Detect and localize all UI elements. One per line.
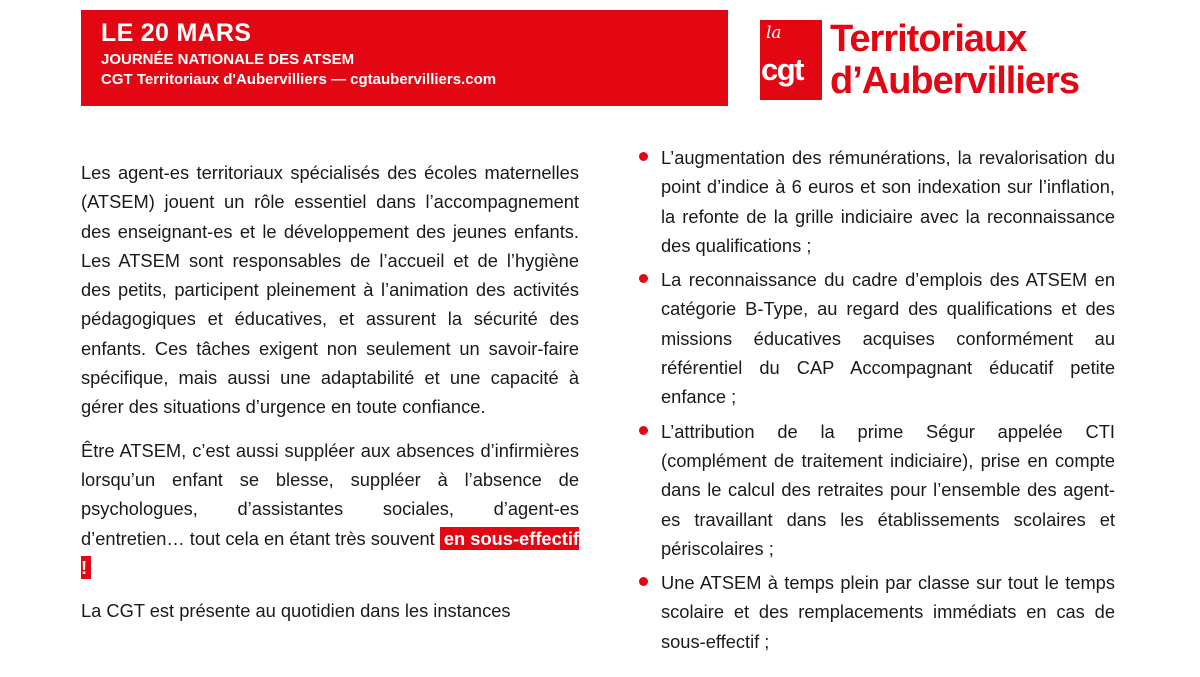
list-item-text: Une ATSEM à temps plein par classe sur tout le temps scolaire et des remplacements immédiats en cas de sous-effectif ; [661,572,1115,652]
logo-wordmark [830,18,1079,102]
left-column [81,158,579,639]
list-item [637,143,1115,260]
list-item [637,265,1115,411]
demands-list [637,143,1115,656]
bullet-icon [639,577,648,586]
banner-title: LE 20 MARS [101,19,252,47]
right-column [637,143,1115,661]
header-banner [81,10,728,106]
logo-la-text: la [766,23,782,43]
logo-line-2: d’Aubervilliers [830,60,1079,102]
list-item [637,417,1115,563]
logo-line-1: Territoriaux [830,18,1027,60]
cgt-logo-mark [760,20,822,100]
list-item-text: La reconnaissance du cadre d’emplois des ATSEM en catégorie B-Type, au regard des qualifications et des missions éducatives acquises conformément au référentiel du CAP Accompagnant éducatif petite enfance ; [661,269,1115,408]
paragraph-intro: Les agent-es territoriaux spécialisés des écoles maternelles (ATSEM) jouent un rôle essentiel dans l’accompagnement des enseignant-es et le développement des jeunes enfants. Les ATSEM sont responsables de l’accueil et de l’hygiène des petits, participent pleinement à l’animation des activités pédagogiques et éducatives, et assurent la sécurité des enfants. Ces tâches exigent non seulement un savoir-faire spécifique, mais aussi une adaptabilité et une capacité à gérer des situations d’urgence en toute confiance. [81,162,579,418]
bullet-icon [639,152,648,161]
list-item [637,568,1115,656]
logo-cgt-text: cgt [761,52,803,87]
highlight-sous-effectif: en sous-effectif ! [81,527,579,578]
banner-organization: CGT Territoriaux d'Aubervilliers — cgtaubervilliers.com [101,71,497,88]
paragraph-cgt: La CGT est présente au quotidien dans les instances [81,600,511,622]
paragraph-role [81,436,579,582]
bullet-icon [639,274,648,283]
cgt-logo [760,20,1120,102]
bullet-icon [639,426,648,435]
paragraph-role-text: Être ATSEM, c’est aussi suppléer aux absences d’infirmières lorsqu’un enfant se blesse, suppléer à l’absence de psychologues, d’assistantes sociales, d’agent-es d’entretien… tout cela en étant très souvent [81,439,579,549]
banner-subtitle: JOURNÉE NATIONALE DES ATSEM [101,51,355,68]
list-item-text: L’attribution de la prime Ségur appelée CTI (complément de traitement indiciaire), prise en compte dans le calcul des retraites pour l’ensemble des agent-es travaillant dans les établissements scolaires et périscolaires ; [661,420,1115,559]
list-item-text: L’augmentation des rémunérations, la revalorisation du point d’indice à 6 euros et son indexation sur l’inflation, la refonte de la grille indiciaire avec la reconnaissance des qualifications ; [661,147,1115,256]
